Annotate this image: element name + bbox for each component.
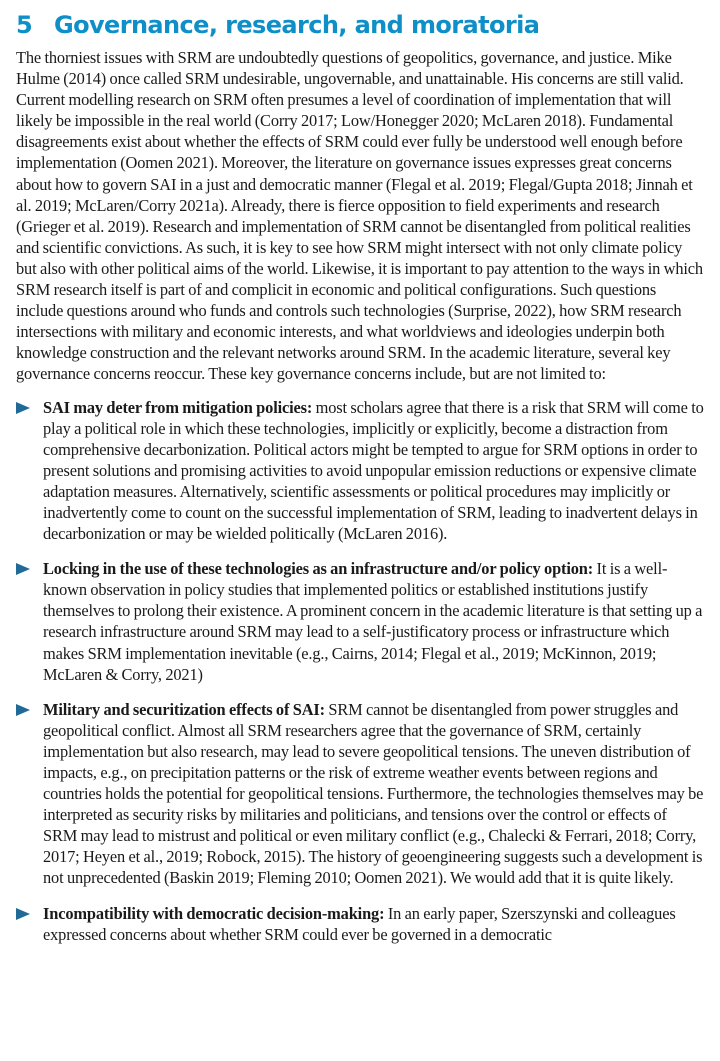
section-heading [16, 8, 704, 42]
list-item [16, 903, 704, 945]
intro-paragraph: The thorniest issues with SRM are undoubtedly questions of geopolitics, governance, and justice. Mike Hulme (2014) once called SRM undesirable, ungovernable, and unattainable. His concerns are still valid. Current modelling research on SRM often presumes a level of coordination of implementation that will likely be impossible in the real world (Corry 2017; Low/Honegger 2020; McLaren 2018). Fundamental disagreements exist about whether the effects of SRM could ever fully be understood well enough before implementation (Oomen 2021). Moreover, the literature on governance issues expresses great concerns about how to govern SAI in a just and democratic manner (Flegal et al. 2019; Flegal/Gupta 2018; Jinnah et al. 2019; McLaren/Corry 2021a). Already, there is fierce opposition to field experiments and research (Grieger et al. 2019). Research and implementation of SRM cannot be disentangled from political realities and scientific convictions. As such, it is key to see how SRM might intersect with not only climate policy but also with other political aims of the world. Likewise, it is important to pay attention to the ways in which SRM research itself is part of and complicit in economic and political configurations. Such questions include questions around who funds and controls such technologies (Surprise, 2022), how SRM research intersections with military and economic interests, and what worldviews and ideologies underpin both knowledge construction and the relevant networks around SRM. In the academic literature, several key governance concerns reoccur. These key governance concerns include, but are not limited to: [16, 48, 703, 384]
bullet-text: It is a well-known observation in policy studies that implemented politics or established institutions justify themselves to prolong their existence. A prominent concern in the academic literature is that setting up a research infrastructure around SRM may lead to a self-justificatory process or infrastructure which makes SRM implementation inevitable (e.g., Cairns, 2014; Flegal et al., 2019; McKinnon, 2019; McLaren & Corry, 2021) [43, 559, 703, 684]
bullet-lead: Military and securitization effects of SAI: [43, 699, 325, 719]
bullet-text: In an early paper, Szerszynski and colleagues expressed concerns about whether SRM could ever be governed in a democratic [43, 903, 676, 944]
document-page [16, 8, 704, 959]
triangle-bullet-icon [16, 903, 43, 945]
triangle-bullet-icon [16, 558, 43, 685]
list-item [16, 397, 704, 545]
bullet-lead: Incompatibility with democratic decision-making: [43, 903, 385, 923]
bullet-text: SRM cannot be disentangled from power struggles and geopolitical conflict. Almost all SRM researchers agree that the governance of SRM, certainly implementation but also research, may lead to severe geopolitical tensions. The uneven distribution of impacts, e.g., on precipitation patterns or the risk of extreme weather events between regions and countries holds the potential for geopolitical tensions. Furthermore, the technologies themselves may be interpreted as security risks by militaries and politicians, and tensions over the control or effects of SRM may lead to mistrust and political or even military conflict (e.g., Chalecki & Ferrari, 2018; Corry, 2017; Heyen et al., 2019; Robock, 2015). The history of geoengineering suggests such a development is not unprecedented (Baskin 2019; Fleming 2010; Oomen 2021). We would add that it is quite likely. [43, 699, 704, 888]
bullet-text: most scholars agree that there is a risk that SRM will come to play a political role in which these technologies, implicitly or explicitly, become a distraction from comprehensive decarbonization. Political actors might be tempted to argue for SRM options in order to present solutions and promising activities to avoid unpopular emission reductions or expensive climate adaptation measures. Alternatively, scientific assessments or political procedures may implicitly or inadvertently come to count on the successful implementation of SRM, leading to inadvertent delays in decarbonization or may be wielded politically (McLaren 2016). [43, 397, 704, 544]
triangle-bullet-icon [16, 699, 43, 889]
list-item [16, 558, 704, 685]
section-number: 5 [16, 11, 33, 39]
list-item [16, 699, 704, 889]
section-title: Governance, research, and moratoria [54, 11, 540, 39]
triangle-bullet-icon [16, 397, 43, 545]
bullet-lead: Locking in the use of these technologies as an infrastructure and/or policy option: [43, 559, 594, 579]
bullet-lead: SAI may deter from mitigation policies: [43, 397, 313, 417]
governance-concerns-list [16, 397, 704, 945]
